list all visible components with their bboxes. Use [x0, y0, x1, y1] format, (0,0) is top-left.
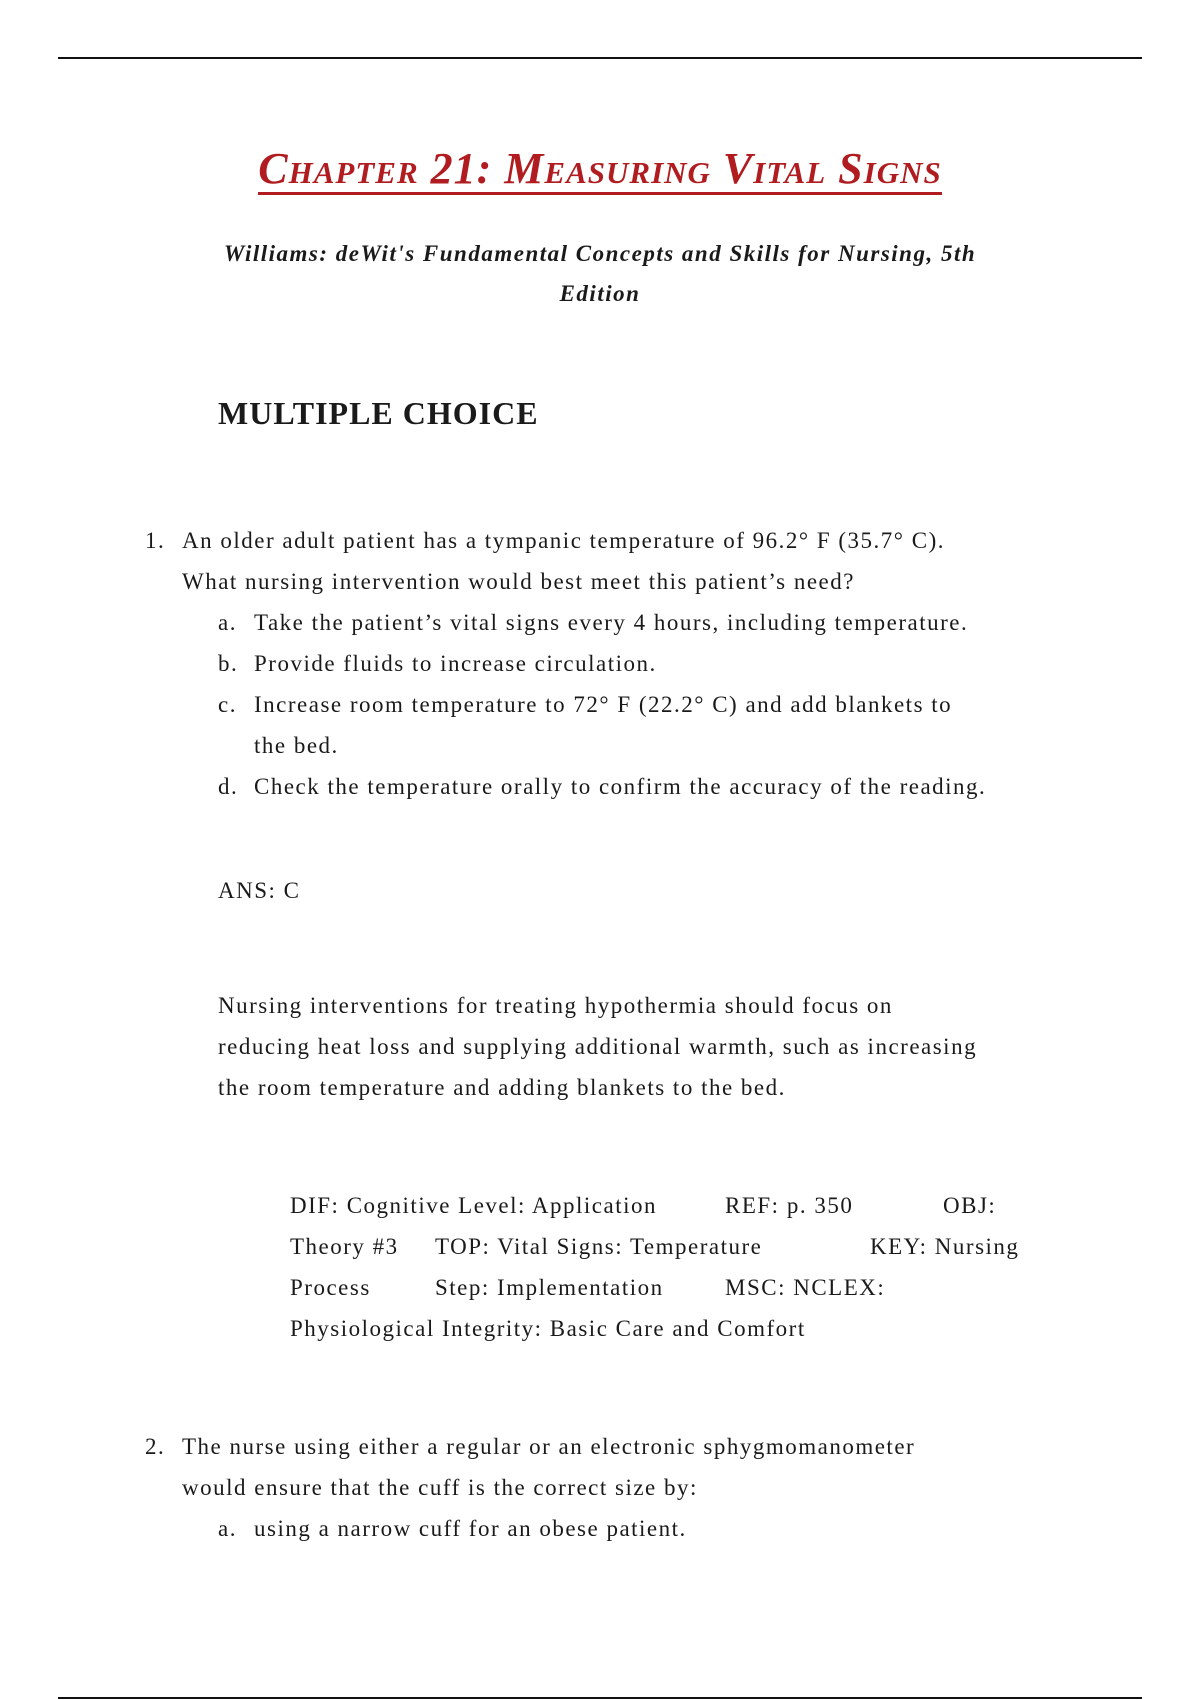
meta-line-2 — [290, 1226, 1070, 1267]
answer-options — [218, 1508, 1075, 1549]
question-stem — [182, 520, 1075, 602]
option-text: Take the patient’s vital signs every 4 hours, including temperature. — [254, 610, 969, 635]
meta-top: TOP: Vital Signs: Temperature — [435, 1234, 763, 1259]
option-letter: a. — [218, 610, 237, 635]
meta-obj-label: OBJ: — [943, 1193, 997, 1218]
option-letter: d. — [218, 774, 239, 799]
rationale-line: reducing heat loss and supplying additional warmth, such as increasing — [218, 1034, 978, 1059]
option-d — [218, 766, 1075, 807]
question-metadata — [290, 1185, 1070, 1349]
question-number: 1. — [145, 528, 166, 553]
option-a — [218, 1508, 1075, 1549]
question-stem-line: An older adult patient has a tympanic temperature of 96.2° F (35.7° C). — [182, 528, 945, 553]
top-rule — [58, 57, 1142, 59]
question-stem-line: The nurse using either a regular or an electronic sphygmomanometer — [182, 1434, 916, 1459]
option-letter: b. — [218, 651, 239, 676]
meta-key-value: Process — [290, 1275, 371, 1300]
meta-msc-label: MSC: NCLEX: — [725, 1275, 886, 1300]
meta-line-3 — [290, 1267, 1070, 1308]
option-letter: c. — [218, 692, 237, 717]
question-stem-line: would ensure that the cuff is the correct size by: — [182, 1475, 698, 1500]
chapter-title-text: Chapter 21: Measuring Vital Signs — [258, 144, 942, 193]
meta-key-label: KEY: Nursing — [870, 1234, 1020, 1259]
question-stem — [182, 1426, 1075, 1508]
meta-line-4 — [290, 1308, 1070, 1349]
meta-obj-value: Theory #3 — [290, 1234, 399, 1259]
subtitle-line-2: Edition — [559, 281, 641, 306]
option-c — [218, 684, 1075, 766]
answer-options — [218, 602, 1075, 807]
rationale-line: the room temperature and adding blankets to the bed. — [218, 1075, 786, 1100]
section-heading: MULTIPLE CHOICE — [218, 395, 539, 431]
option-b — [218, 643, 1075, 684]
rationale — [218, 985, 1068, 1108]
option-text: Provide fluids to increase circulation. — [254, 651, 657, 676]
bottom-rule — [58, 1697, 1142, 1699]
question-2 — [145, 1426, 1075, 1549]
option-text: Increase room temperature to 72° F (22.2° C) and add blankets to — [254, 692, 953, 717]
meta-dif: DIF: Cognitive Level: Application — [290, 1193, 657, 1218]
meta-line-1 — [290, 1185, 1070, 1226]
question-stem-line: What nursing intervention would best meet this patient’s need? — [182, 569, 855, 594]
option-text: Check the temperature orally to confirm the accuracy of the reading. — [254, 774, 987, 799]
question-1 — [145, 520, 1075, 807]
meta-msc-value: Physiological Integrity: Basic Care and Comfort — [290, 1316, 806, 1341]
chapter-title — [0, 146, 1200, 195]
answer-key: ANS: C — [218, 878, 301, 903]
option-a — [218, 602, 1075, 643]
book-subtitle — [180, 234, 1020, 314]
option-text: using a narrow cuff for an obese patient. — [254, 1516, 687, 1541]
rationale-line: Nursing interventions for treating hypothermia should focus on — [218, 993, 893, 1018]
subtitle-line-1: Williams: deWit's Fundamental Concepts and Skills for Nursing, 5th — [223, 241, 977, 266]
meta-step: Step: Implementation — [435, 1275, 664, 1300]
meta-ref: REF: p. 350 — [725, 1193, 854, 1218]
option-letter: a. — [218, 1516, 237, 1541]
question-number: 2. — [145, 1434, 166, 1459]
option-text: the bed. — [254, 733, 339, 758]
